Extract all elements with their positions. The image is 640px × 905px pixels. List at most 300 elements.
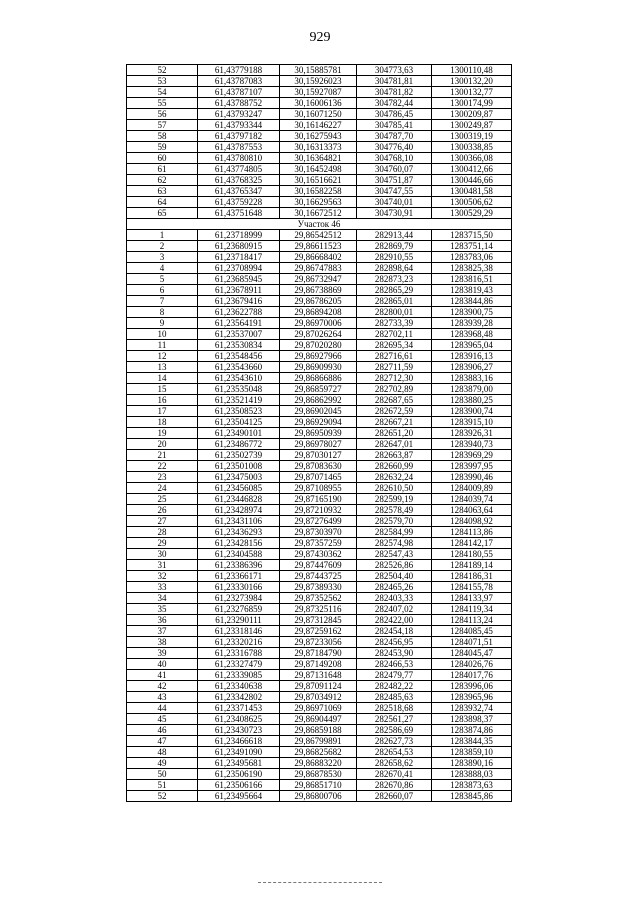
latitude-cell: 61,23564191 xyxy=(198,318,280,329)
latitude-cell: 61,43768325 xyxy=(198,175,280,186)
x-coordinate-cell: 282651,20 xyxy=(357,428,432,439)
x-coordinate-cell: 304785,41 xyxy=(357,120,432,131)
point-number-cell: 4 xyxy=(127,263,198,274)
table-row xyxy=(127,142,512,153)
point-number-cell: 11 xyxy=(127,340,198,351)
point-number-cell: 22 xyxy=(127,461,198,472)
longitude-cell: 30,16672512 xyxy=(280,208,357,219)
latitude-cell: 61,43759228 xyxy=(198,197,280,208)
point-number-cell: 28 xyxy=(127,527,198,538)
latitude-cell: 61,23502739 xyxy=(198,450,280,461)
longitude-cell: 29,86732947 xyxy=(280,274,357,285)
point-number-cell: 26 xyxy=(127,505,198,516)
y-coordinate-cell: 1300110,48 xyxy=(432,65,512,76)
latitude-cell: 61,23718999 xyxy=(198,230,280,241)
table-row xyxy=(127,769,512,780)
longitude-cell: 29,87210932 xyxy=(280,505,357,516)
latitude-cell: 61,43751648 xyxy=(198,208,280,219)
point-number-cell: 31 xyxy=(127,560,198,571)
footer-rule xyxy=(258,882,382,883)
table-row xyxy=(127,340,512,351)
latitude-cell: 61,23504125 xyxy=(198,417,280,428)
y-coordinate-cell: 1283715,50 xyxy=(432,230,512,241)
y-coordinate-cell: 1283916,13 xyxy=(432,351,512,362)
y-coordinate-cell: 1283968,48 xyxy=(432,329,512,340)
table-row xyxy=(127,461,512,472)
y-coordinate-cell: 1284142,17 xyxy=(432,538,512,549)
table-row xyxy=(127,285,512,296)
y-coordinate-cell: 1284026,76 xyxy=(432,659,512,670)
y-coordinate-cell: 1284189,14 xyxy=(432,560,512,571)
point-number-cell: 6 xyxy=(127,285,198,296)
longitude-cell: 29,87020280 xyxy=(280,340,357,351)
y-coordinate-cell: 1300209,87 xyxy=(432,109,512,120)
latitude-cell: 61,23327479 xyxy=(198,659,280,670)
latitude-cell: 61,23446828 xyxy=(198,494,280,505)
longitude-cell: 29,86862992 xyxy=(280,395,357,406)
point-number-cell: 16 xyxy=(127,395,198,406)
point-number-cell: 25 xyxy=(127,494,198,505)
latitude-cell: 61,43793247 xyxy=(198,109,280,120)
latitude-cell: 61,23521419 xyxy=(198,395,280,406)
longitude-cell: 29,87108955 xyxy=(280,483,357,494)
point-number-cell: 2 xyxy=(127,241,198,252)
x-coordinate-cell: 282465,26 xyxy=(357,582,432,593)
table-row xyxy=(127,527,512,538)
table-row xyxy=(127,373,512,384)
longitude-cell: 29,86799891 xyxy=(280,736,357,747)
point-number-cell: 52 xyxy=(127,65,198,76)
latitude-cell: 61,23680915 xyxy=(198,241,280,252)
longitude-cell: 29,87233056 xyxy=(280,637,357,648)
y-coordinate-cell: 1284119,34 xyxy=(432,604,512,615)
y-coordinate-cell: 1283874,86 xyxy=(432,725,512,736)
latitude-cell: 61,23408625 xyxy=(198,714,280,725)
longitude-cell: 29,87443725 xyxy=(280,571,357,582)
latitude-cell: 61,23431106 xyxy=(198,516,280,527)
latitude-cell: 61,23428974 xyxy=(198,505,280,516)
y-coordinate-cell: 1283915,10 xyxy=(432,417,512,428)
table-row xyxy=(127,637,512,648)
longitude-cell: 29,87312845 xyxy=(280,615,357,626)
latitude-cell: 61,43787083 xyxy=(198,76,280,87)
y-coordinate-cell: 1283932,74 xyxy=(432,703,512,714)
y-coordinate-cell: 1283898,37 xyxy=(432,714,512,725)
table-row xyxy=(127,494,512,505)
longitude-cell: 30,15926023 xyxy=(280,76,357,87)
x-coordinate-cell: 282403,33 xyxy=(357,593,432,604)
x-coordinate-cell: 282632,24 xyxy=(357,472,432,483)
point-number-cell: 43 xyxy=(127,692,198,703)
x-coordinate-cell: 282667,21 xyxy=(357,417,432,428)
table-row xyxy=(127,571,512,582)
x-coordinate-cell: 282454,18 xyxy=(357,626,432,637)
longitude-cell: 29,86927966 xyxy=(280,351,357,362)
longitude-cell: 29,86971069 xyxy=(280,703,357,714)
table-row xyxy=(127,714,512,725)
y-coordinate-cell: 1300132,20 xyxy=(432,76,512,87)
y-coordinate-cell: 1300446,66 xyxy=(432,175,512,186)
x-coordinate-cell: 304747,55 xyxy=(357,186,432,197)
table-row xyxy=(127,395,512,406)
point-number-cell: 7 xyxy=(127,296,198,307)
x-coordinate-cell: 282670,86 xyxy=(357,780,432,791)
y-coordinate-cell: 1283990,46 xyxy=(432,472,512,483)
x-coordinate-cell: 304782,44 xyxy=(357,98,432,109)
latitude-cell: 61,23436293 xyxy=(198,527,280,538)
table-row xyxy=(127,307,512,318)
y-coordinate-cell: 1283859,10 xyxy=(432,747,512,758)
longitude-cell: 29,87259162 xyxy=(280,626,357,637)
point-number-cell: 49 xyxy=(127,758,198,769)
y-coordinate-cell: 1284071,51 xyxy=(432,637,512,648)
x-coordinate-cell: 282578,49 xyxy=(357,505,432,516)
x-coordinate-cell: 282586,69 xyxy=(357,725,432,736)
table-row xyxy=(127,703,512,714)
longitude-cell: 29,87083630 xyxy=(280,461,357,472)
y-coordinate-cell: 1283879,00 xyxy=(432,384,512,395)
point-number-cell: 29 xyxy=(127,538,198,549)
point-number-cell: 44 xyxy=(127,703,198,714)
x-coordinate-cell: 282599,19 xyxy=(357,494,432,505)
y-coordinate-cell: 1284098,92 xyxy=(432,516,512,527)
x-coordinate-cell: 282647,01 xyxy=(357,439,432,450)
latitude-cell: 61,23708994 xyxy=(198,263,280,274)
latitude-cell: 61,23486772 xyxy=(198,439,280,450)
y-coordinate-cell: 1284155,78 xyxy=(432,582,512,593)
table-row xyxy=(127,516,512,527)
point-number-cell: 10 xyxy=(127,329,198,340)
point-number-cell: 54 xyxy=(127,87,198,98)
longitude-cell: 30,16452498 xyxy=(280,164,357,175)
y-coordinate-cell: 1300529,29 xyxy=(432,208,512,219)
table-row xyxy=(127,791,512,802)
longitude-cell: 29,86738869 xyxy=(280,285,357,296)
point-number-cell: 30 xyxy=(127,549,198,560)
latitude-cell: 61,43779188 xyxy=(198,65,280,76)
latitude-cell: 61,23339085 xyxy=(198,670,280,681)
table-row xyxy=(127,417,512,428)
latitude-cell: 61,43788752 xyxy=(198,98,280,109)
latitude-cell: 61,23316788 xyxy=(198,648,280,659)
y-coordinate-cell: 1283900,75 xyxy=(432,307,512,318)
longitude-cell: 29,86929094 xyxy=(280,417,357,428)
latitude-cell: 61,23366171 xyxy=(198,571,280,582)
x-coordinate-cell: 282800,01 xyxy=(357,307,432,318)
table-row xyxy=(127,274,512,285)
y-coordinate-cell: 1283888,03 xyxy=(432,769,512,780)
y-coordinate-cell: 1283906,27 xyxy=(432,362,512,373)
x-coordinate-cell: 304781,82 xyxy=(357,87,432,98)
x-coordinate-cell: 282422,00 xyxy=(357,615,432,626)
longitude-cell: 29,86542512 xyxy=(280,230,357,241)
longitude-cell: 29,87091124 xyxy=(280,681,357,692)
latitude-cell: 61,43787553 xyxy=(198,142,280,153)
latitude-cell: 61,23679416 xyxy=(198,296,280,307)
y-coordinate-cell: 1284009,89 xyxy=(432,483,512,494)
longitude-cell: 29,86902045 xyxy=(280,406,357,417)
table-row xyxy=(127,406,512,417)
y-coordinate-cell: 1283890,16 xyxy=(432,758,512,769)
longitude-cell: 29,86859188 xyxy=(280,725,357,736)
point-number-cell: 47 xyxy=(127,736,198,747)
longitude-cell: 30,16364821 xyxy=(280,153,357,164)
longitude-cell: 29,86611523 xyxy=(280,241,357,252)
longitude-cell: 29,86859727 xyxy=(280,384,357,395)
latitude-cell: 61,43797182 xyxy=(198,131,280,142)
table-row xyxy=(127,549,512,560)
longitude-cell: 29,86909930 xyxy=(280,362,357,373)
point-number-cell: 18 xyxy=(127,417,198,428)
point-number-cell: 1 xyxy=(127,230,198,241)
longitude-cell: 29,86747883 xyxy=(280,263,357,274)
latitude-cell: 61,23466618 xyxy=(198,736,280,747)
longitude-cell: 29,87030127 xyxy=(280,450,357,461)
point-number-cell: 45 xyxy=(127,714,198,725)
x-coordinate-cell: 304760,07 xyxy=(357,164,432,175)
latitude-cell: 61,23371453 xyxy=(198,703,280,714)
y-coordinate-cell: 1300366,08 xyxy=(432,153,512,164)
y-coordinate-cell: 1283825,38 xyxy=(432,263,512,274)
longitude-cell: 29,87071465 xyxy=(280,472,357,483)
point-number-cell: 60 xyxy=(127,153,198,164)
longitude-cell: 29,87026264 xyxy=(280,329,357,340)
x-coordinate-cell: 282561,27 xyxy=(357,714,432,725)
point-number-cell: 46 xyxy=(127,725,198,736)
y-coordinate-cell: 1284113,86 xyxy=(432,527,512,538)
latitude-cell: 61,23543660 xyxy=(198,362,280,373)
x-coordinate-cell: 282574,98 xyxy=(357,538,432,549)
latitude-cell: 61,23475003 xyxy=(198,472,280,483)
y-coordinate-cell: 1300174,99 xyxy=(432,98,512,109)
point-number-cell: 59 xyxy=(127,142,198,153)
table-row xyxy=(127,252,512,263)
x-coordinate-cell: 282898,64 xyxy=(357,263,432,274)
x-coordinate-cell: 282453,90 xyxy=(357,648,432,659)
table-row xyxy=(127,670,512,681)
latitude-cell: 61,23508523 xyxy=(198,406,280,417)
table-row xyxy=(127,725,512,736)
x-coordinate-cell: 304730,91 xyxy=(357,208,432,219)
table-row xyxy=(127,648,512,659)
point-number-cell: 50 xyxy=(127,769,198,780)
longitude-cell: 29,86866886 xyxy=(280,373,357,384)
longitude-cell: 29,87034912 xyxy=(280,692,357,703)
table-row xyxy=(127,87,512,98)
x-coordinate-cell: 282658,62 xyxy=(357,758,432,769)
point-number-cell: 13 xyxy=(127,362,198,373)
table-row xyxy=(127,747,512,758)
point-number-cell: 20 xyxy=(127,439,198,450)
table-row xyxy=(127,780,512,791)
longitude-cell: 29,87165190 xyxy=(280,494,357,505)
table-row xyxy=(127,384,512,395)
longitude-cell: 30,15885781 xyxy=(280,65,357,76)
latitude-cell: 61,23537007 xyxy=(198,329,280,340)
point-number-cell: 40 xyxy=(127,659,198,670)
longitude-cell: 29,87325116 xyxy=(280,604,357,615)
x-coordinate-cell: 282702,89 xyxy=(357,384,432,395)
table-row xyxy=(127,593,512,604)
longitude-cell: 30,16275943 xyxy=(280,131,357,142)
point-number-cell: 24 xyxy=(127,483,198,494)
x-coordinate-cell: 282660,99 xyxy=(357,461,432,472)
coordinates-table xyxy=(126,64,512,802)
point-number-cell: 63 xyxy=(127,186,198,197)
table-row xyxy=(127,76,512,87)
y-coordinate-cell: 1283900,74 xyxy=(432,406,512,417)
longitude-cell: 30,15927087 xyxy=(280,87,357,98)
x-coordinate-cell: 282712,30 xyxy=(357,373,432,384)
longitude-cell: 29,86825682 xyxy=(280,747,357,758)
y-coordinate-cell: 1283939,28 xyxy=(432,318,512,329)
x-coordinate-cell: 282869,79 xyxy=(357,241,432,252)
y-coordinate-cell: 1283883,16 xyxy=(432,373,512,384)
point-number-cell: 12 xyxy=(127,351,198,362)
point-number-cell: 64 xyxy=(127,197,198,208)
point-number-cell: 62 xyxy=(127,175,198,186)
x-coordinate-cell: 304740,01 xyxy=(357,197,432,208)
latitude-cell: 61,23273984 xyxy=(198,593,280,604)
latitude-cell: 61,43780810 xyxy=(198,153,280,164)
table-row xyxy=(127,318,512,329)
longitude-cell: 29,87389330 xyxy=(280,582,357,593)
y-coordinate-cell: 1300249,87 xyxy=(432,120,512,131)
point-number-cell: 51 xyxy=(127,780,198,791)
longitude-cell: 29,87131648 xyxy=(280,670,357,681)
table-row xyxy=(127,329,512,340)
y-coordinate-cell: 1283997,95 xyxy=(432,461,512,472)
x-coordinate-cell: 304786,45 xyxy=(357,109,432,120)
x-coordinate-cell: 282663,87 xyxy=(357,450,432,461)
longitude-cell: 29,87303970 xyxy=(280,527,357,538)
y-coordinate-cell: 1284039,74 xyxy=(432,494,512,505)
y-coordinate-cell: 1284063,64 xyxy=(432,505,512,516)
latitude-cell: 61,23276859 xyxy=(198,604,280,615)
x-coordinate-cell: 282584,99 xyxy=(357,527,432,538)
longitude-cell: 30,16313373 xyxy=(280,142,357,153)
point-number-cell: 5 xyxy=(127,274,198,285)
longitude-cell: 29,87357259 xyxy=(280,538,357,549)
point-number-cell: 39 xyxy=(127,648,198,659)
longitude-cell: 29,86978027 xyxy=(280,439,357,450)
table-row xyxy=(127,98,512,109)
x-coordinate-cell: 282526,86 xyxy=(357,560,432,571)
y-coordinate-cell: 1284186,31 xyxy=(432,571,512,582)
table-row xyxy=(127,560,512,571)
x-coordinate-cell: 282504,40 xyxy=(357,571,432,582)
table-row xyxy=(127,186,512,197)
longitude-cell: 29,86904497 xyxy=(280,714,357,725)
latitude-cell: 61,23456085 xyxy=(198,483,280,494)
latitude-cell: 61,23506190 xyxy=(198,769,280,780)
latitude-cell: 61,43787107 xyxy=(198,87,280,98)
table-row xyxy=(127,736,512,747)
latitude-cell: 61,23495681 xyxy=(198,758,280,769)
latitude-cell: 61,23490101 xyxy=(198,428,280,439)
table-row xyxy=(127,681,512,692)
longitude-cell: 29,86950939 xyxy=(280,428,357,439)
y-coordinate-cell: 1283816,51 xyxy=(432,274,512,285)
y-coordinate-cell: 1283965,96 xyxy=(432,692,512,703)
x-coordinate-cell: 304751,87 xyxy=(357,175,432,186)
y-coordinate-cell: 1283940,73 xyxy=(432,439,512,450)
point-number-cell: 19 xyxy=(127,428,198,439)
y-coordinate-cell: 1300132,77 xyxy=(432,87,512,98)
x-coordinate-cell: 304781,81 xyxy=(357,76,432,87)
x-coordinate-cell: 282407,02 xyxy=(357,604,432,615)
latitude-cell: 61,23320216 xyxy=(198,637,280,648)
table-row xyxy=(127,659,512,670)
x-coordinate-cell: 282873,23 xyxy=(357,274,432,285)
point-number-cell: 65 xyxy=(127,208,198,219)
table-row xyxy=(127,582,512,593)
longitude-cell: 29,86851710 xyxy=(280,780,357,791)
latitude-cell: 61,23506166 xyxy=(198,780,280,791)
point-number-cell: 48 xyxy=(127,747,198,758)
point-number-cell: 32 xyxy=(127,571,198,582)
y-coordinate-cell: 1284017,76 xyxy=(432,670,512,681)
longitude-cell: 29,86786205 xyxy=(280,296,357,307)
x-coordinate-cell: 282702,11 xyxy=(357,329,432,340)
point-number-cell: 8 xyxy=(127,307,198,318)
table-row xyxy=(127,208,512,219)
longitude-cell: 29,87352562 xyxy=(280,593,357,604)
longitude-cell: 30,16071250 xyxy=(280,109,357,120)
latitude-cell: 61,23501008 xyxy=(198,461,280,472)
table-row xyxy=(127,241,512,252)
latitude-cell: 61,23530834 xyxy=(198,340,280,351)
latitude-cell: 61,23290111 xyxy=(198,615,280,626)
longitude-cell: 30,16629563 xyxy=(280,197,357,208)
point-number-cell: 27 xyxy=(127,516,198,527)
point-number-cell: 3 xyxy=(127,252,198,263)
point-number-cell: 42 xyxy=(127,681,198,692)
table-row xyxy=(127,615,512,626)
y-coordinate-cell: 1283926,31 xyxy=(432,428,512,439)
x-coordinate-cell: 282670,41 xyxy=(357,769,432,780)
x-coordinate-cell: 282456,95 xyxy=(357,637,432,648)
table-row xyxy=(127,604,512,615)
longitude-cell: 29,86800706 xyxy=(280,791,357,802)
y-coordinate-cell: 1283751,14 xyxy=(432,241,512,252)
point-number-cell: 23 xyxy=(127,472,198,483)
x-coordinate-cell: 304787,70 xyxy=(357,131,432,142)
y-coordinate-cell: 1300481,58 xyxy=(432,186,512,197)
latitude-cell: 61,43793344 xyxy=(198,120,280,131)
table-row xyxy=(127,439,512,450)
table-row xyxy=(127,65,512,76)
latitude-cell: 61,23428156 xyxy=(198,538,280,549)
point-number-cell: 34 xyxy=(127,593,198,604)
x-coordinate-cell: 282660,07 xyxy=(357,791,432,802)
point-number-cell: 61 xyxy=(127,164,198,175)
point-number-cell: 55 xyxy=(127,98,198,109)
x-coordinate-cell: 282733,39 xyxy=(357,318,432,329)
latitude-cell: 61,23404588 xyxy=(198,549,280,560)
x-coordinate-cell: 282913,44 xyxy=(357,230,432,241)
x-coordinate-cell: 304768,10 xyxy=(357,153,432,164)
x-coordinate-cell: 282547,43 xyxy=(357,549,432,560)
table-row xyxy=(127,450,512,461)
point-number-cell: 52 xyxy=(127,791,198,802)
x-coordinate-cell: 282865,29 xyxy=(357,285,432,296)
y-coordinate-cell: 1283873,63 xyxy=(432,780,512,791)
table-row xyxy=(127,164,512,175)
latitude-cell: 61,23685945 xyxy=(198,274,280,285)
x-coordinate-cell: 282627,73 xyxy=(357,736,432,747)
longitude-cell: 29,87430362 xyxy=(280,549,357,560)
